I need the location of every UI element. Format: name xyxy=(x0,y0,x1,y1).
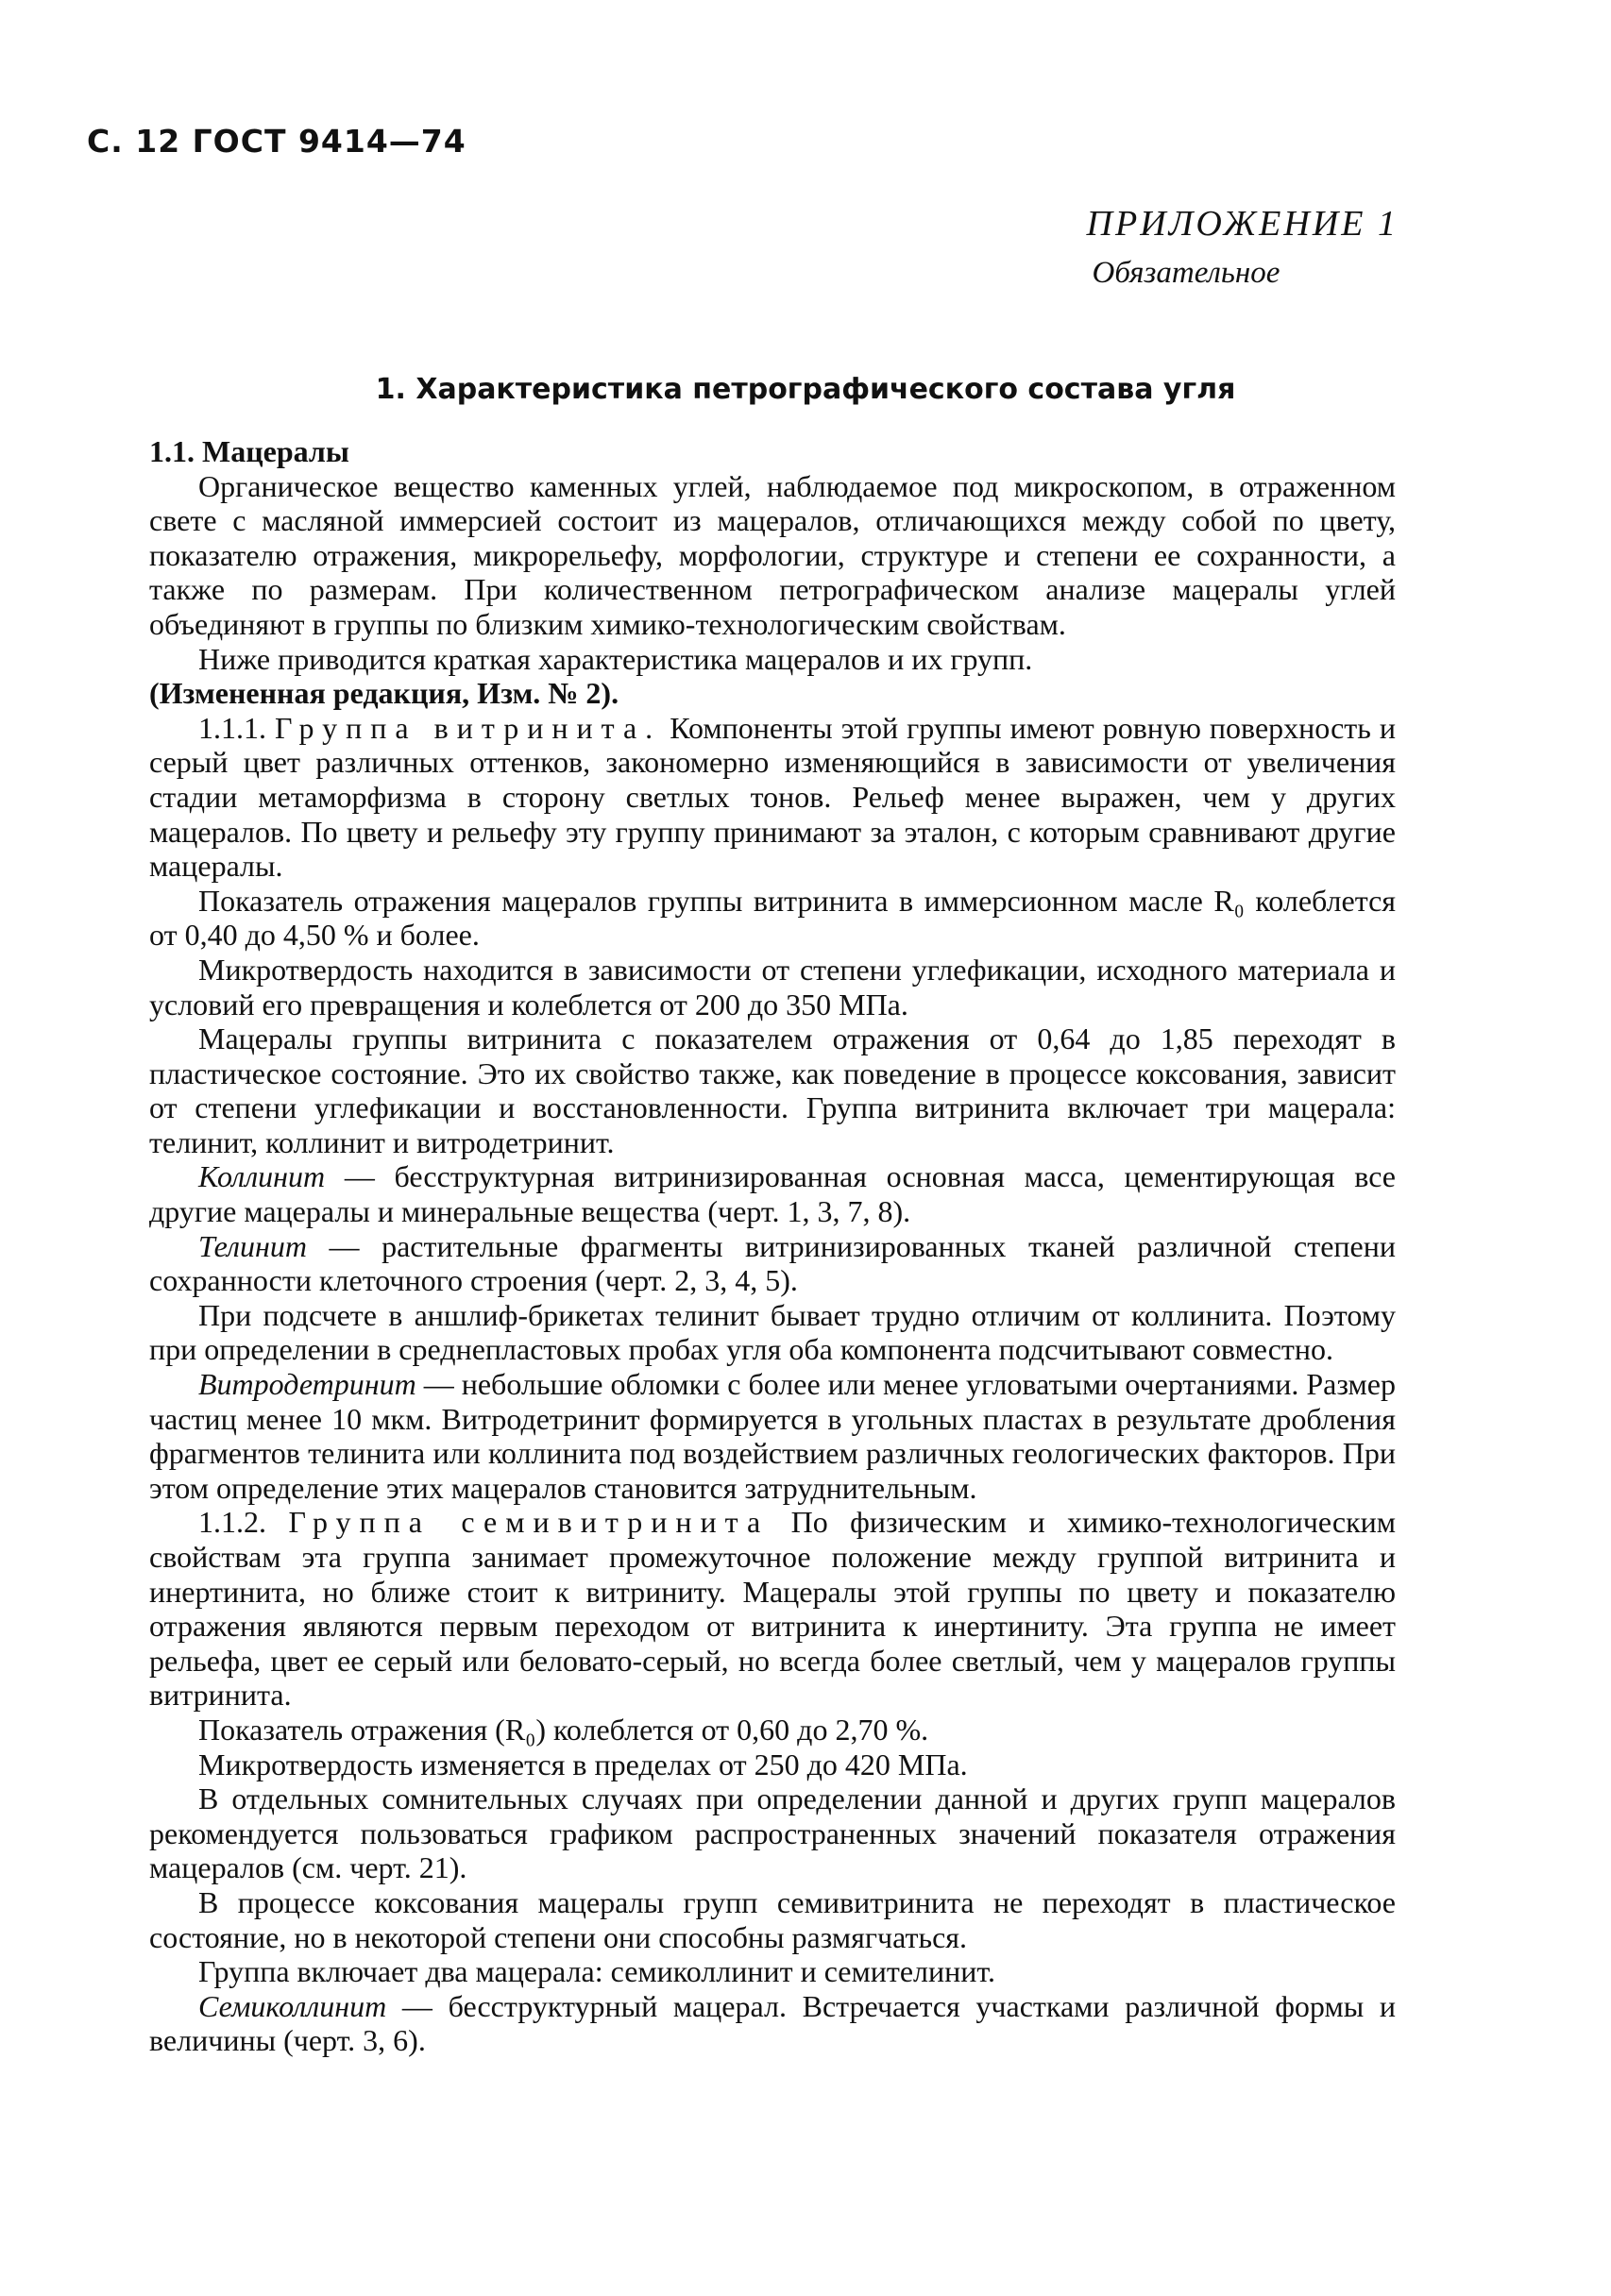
term: Витродетринит xyxy=(198,1367,416,1402)
subsection-heading: 1.1. Мацералы xyxy=(149,434,349,468)
paragraph xyxy=(149,1159,1396,1228)
paragraph: Показатель отражения (R₀) колеблется от 0,60 до 2,70 %. xyxy=(198,1712,929,1747)
paragraph xyxy=(149,1229,1396,1298)
term: Коллинит xyxy=(198,1159,326,1194)
appendix-title: ПРИЛОЖЕНИЕ 1 xyxy=(1086,204,1399,244)
paragraph: Микротвердость изменяется в пределах от 250 до 420 МПа. xyxy=(198,1747,968,1781)
clause-number: 1.1.2. xyxy=(198,1505,266,1540)
paragraph: В отдельных сомнительных случаях при определении данной и других групп мацералов рекомендуется пользоваться графиком распространенных значений показателя отражения мацералов (см. черт. 21). xyxy=(149,1781,1396,1885)
group-heading: Группа семивитринита xyxy=(288,1505,770,1540)
section-title: 1. Характеристика петрографического состава угля xyxy=(375,373,1236,406)
appendix-subtitle: Обязательное xyxy=(1092,256,1280,290)
paragraph: Органическое вещество каменных углей, наблюдаемое под микроскопом, в отраженном свете с масляной иммерсией состоит из мацералов, отличающихся между собой по цвету, показателю отражения, микрорельефу, морфологии, структуре и степени ее сохранности, а также по размерам. При количественном петрографическом анализе мацералы углей объединяют в группы по близким химико-технологическим свойствам. xyxy=(149,468,1396,641)
paragraph: Показатель отражения мацералов группы витринита в иммерсионном масле R₀ колеблется от 0,40 до 4,50 % и более. xyxy=(149,883,1396,953)
paragraph: Микротвердость находится в зависимости от степени углефикации, исходного материала и условий его превращения и колеблется от 200 до 350 МПа. xyxy=(149,952,1396,1021)
paragraph xyxy=(149,1505,1396,1713)
paragraph xyxy=(149,1367,1396,1505)
amendment-note: (Измененная редакция, Изм. № 2). xyxy=(149,676,619,711)
paragraph-text: — бесструктурная витринизированная основная масса, цементирующая все другие мацералы и минеральные вещества (черт. 1, 3, 7, 8). xyxy=(149,1159,1396,1229)
paragraph-text: Компоненты этой группы имеют ровную поверхность и серый цвет различных оттенков, закономерно изменяющийся в зависимости от увеличения стадии метаморфизма в сторону светлых тонов. Рельеф менее выражен, чем у других мацералов. По цвету и рельефу эту группу принимают за эталон, с которым сравнивают другие мацералы. xyxy=(149,710,1397,884)
paragraph-text: — бесструктурный мацерал. Встречается участками различной формы и величины (черт. 3, 6). xyxy=(149,1988,1396,2058)
appendix-block xyxy=(1087,203,1399,291)
group-heading: Группа витринита. xyxy=(275,710,662,745)
term: Телинит xyxy=(198,1228,307,1263)
paragraph-text: — растительные фрагменты витринизированных тканей различной степени сохранности клеточного строения (черт. 2, 3, 4, 5). xyxy=(149,1228,1396,1298)
body-text xyxy=(149,434,1396,2058)
paragraph-text: — небольшие обломки с более или менее угловатыми очертаниями. Размер частиц менее 10 мкм. Витродетринит формируется в угольных пластах в результате дробления фрагментов телинита или коллинита под воздействием различных геологических факторов. При этом определение этих мацералов становится затруднительным. xyxy=(149,1367,1396,1505)
paragraph: Группа включает два мацерала: семиколлинит и семителинит. xyxy=(198,1954,995,1989)
paragraph xyxy=(149,1989,1396,2058)
term: Семиколлинит xyxy=(198,1988,387,2023)
paragraph: Ниже приводится краткая характеристика мацералов и их групп. xyxy=(198,641,1033,676)
paragraph xyxy=(149,711,1396,884)
paragraph: Мацералы группы витринита с показателем отражения от 0,64 до 1,85 переходят в пластическое состояние. Это их свойство также, как поведение в процессе коксования, зависит от степени углефикации и восстановленности. Группа витринита включает три мацерала: телинит, коллинит и витродетринит. xyxy=(149,1021,1396,1159)
clause-number: 1.1.1. xyxy=(198,710,266,745)
paragraph: При подсчете в аншлиф-брикетах телинит бывает трудно отличим от коллинита. Поэтому при определении в среднепластовых пробах угля оба компонента подсчитывают совместно. xyxy=(149,1297,1396,1367)
page-header: С. 12 ГОСТ 9414—74 xyxy=(87,123,466,160)
paragraph: В процессе коксования мацералы групп семивитринита не переходят в пластическое состояние, но в некоторой степени они способны размягчаться. xyxy=(149,1884,1396,1954)
paragraph-text: По физическим и химико-технологическим свойствам эта группа занимает промежуточное положение между группой витринита и инертинита, но ближе стоит к витриниту. Мацералы этой группы по цвету и показателю отражения являются первым переходом от витринита к инертиниту. Эта группа не имеет рельефа, цвет ее серый или беловато-серый, но всегда более светлый, чем у мацералов группы витринита. xyxy=(149,1505,1397,1713)
